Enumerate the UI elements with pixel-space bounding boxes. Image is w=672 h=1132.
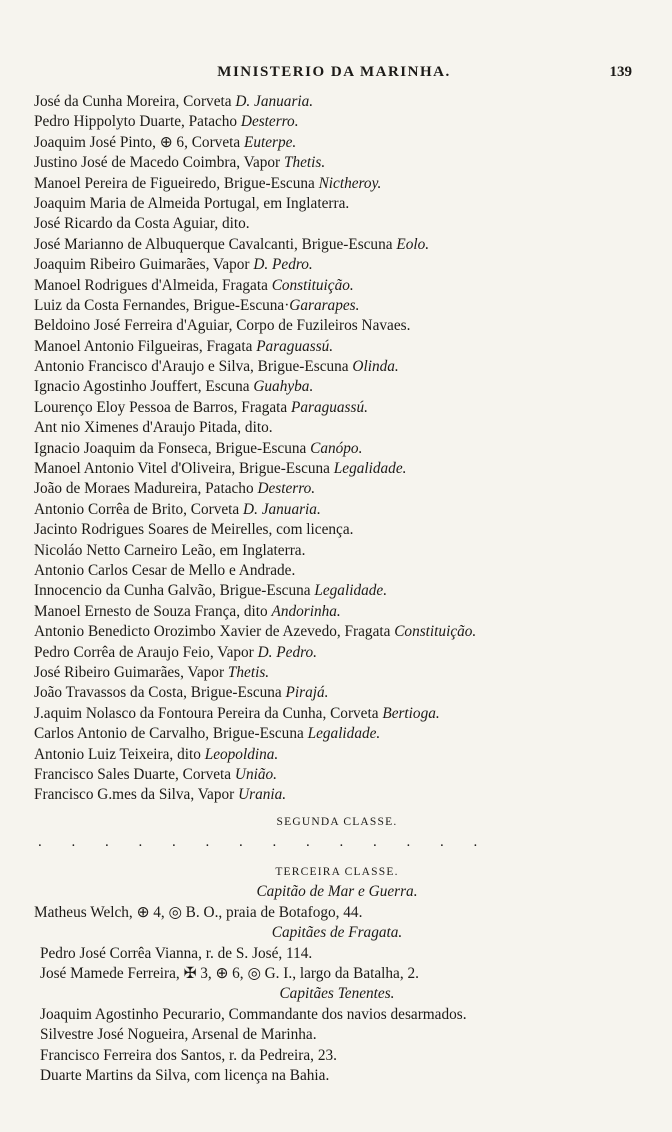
officer-entry (34, 785, 640, 805)
ship-name: Legalidade. (314, 582, 388, 600)
officer-entry (34, 92, 640, 112)
officer-entry-text: Luiz da Costa Fernandes, Brigue-Escuna· (34, 296, 290, 314)
ship-name: Olinda. (352, 358, 399, 376)
officer-entry (34, 520, 640, 540)
ship-name: Canópo. (310, 439, 363, 457)
officer-entry-text: João Travassos da Costa, Brigue-Escuna (34, 684, 286, 702)
officer-entry: Silvestre José Nogueira, Arsenal de Marinha. (40, 1026, 317, 1044)
officer-entry (34, 765, 640, 785)
ship-name: D. Januaria. (243, 500, 321, 518)
ship-name: Constituição. (271, 276, 354, 294)
officer-entry (34, 235, 640, 255)
officer-entry-text: J.aquim Nolasco da Fontoura Pereira da Cunha, Corveta (34, 704, 383, 722)
officer-entry (34, 541, 640, 561)
ship-name: Paraguassú. (291, 398, 368, 416)
officer-entry-text: José Ricardo da Costa Aguiar, dito. (34, 215, 250, 233)
officer-entry (34, 255, 640, 275)
officer-entry (34, 704, 640, 724)
officer-entry-text: Antonio Luiz Teixeira, dito (34, 745, 205, 763)
ship-name: Constituição. (394, 623, 477, 641)
ship-name: Leopoldina. (204, 745, 279, 763)
officer-entry-text: Ignacio Joaquim da Fonseca, Brigue-Escuna (34, 439, 311, 457)
officer-entry: Joaquim Agostinho Pecurario, Commandante dos navios desarmados. (40, 1005, 467, 1023)
ship-name: Paraguassú. (256, 337, 334, 355)
officer-entry-text: Manoel Antonio Filgueiras, Fragata (34, 337, 257, 355)
officer-list (34, 92, 640, 806)
officer-entry (34, 724, 640, 744)
officer-entry-text: Innocencio da Cunha Galvão, Brigue-Escuna (34, 582, 315, 600)
officer-entry: Duarte Martins da Silva, com licença na Bahia. (40, 1066, 330, 1084)
ship-name: Andorinha. (271, 602, 341, 620)
ship-name: Urania. (238, 786, 287, 804)
ship-name: Euterpe. (243, 133, 297, 151)
section-heading-segunda-classe: SEGUNDA CLASSE. (276, 815, 398, 828)
officer-entry-text: Carlos Antonio de Carvalho, Brigue-Escuna (34, 725, 308, 743)
officer-entry (34, 337, 640, 357)
officer-entry (34, 479, 640, 499)
officer-entry: Francisco Ferreira dos Santos, r. da Pedreira, 23. (40, 1046, 337, 1064)
ship-name: Gararapes. (289, 296, 360, 314)
ship-name: Bertioga. (382, 704, 440, 722)
running-title: MINISTERIO DA MARINHA. (217, 64, 451, 80)
officer-entry-text: Francisco G.mes da Silva, Vapor (34, 786, 239, 804)
officer-entry (34, 296, 640, 316)
officer-entry: Matheus Welch, ⊕ 4, ◎ B. O., praia de Botafogo, 44. (34, 903, 363, 921)
officer-entry-text: Joaquim Ribeiro Guimarães, Vapor (34, 256, 254, 274)
officer-entry-text: Joaquim Maria de Almeida Portugal, em Inglaterra. (34, 194, 350, 212)
page-header (36, 64, 632, 86)
officer-entry-text: Manoel Rodrigues d'Almeida, Fragata (34, 276, 272, 294)
officer-entry (34, 683, 640, 703)
officer-entry (34, 745, 640, 765)
ship-name: Desterro. (257, 480, 316, 498)
officer-entry (34, 561, 640, 581)
officer-entry (34, 602, 640, 622)
officer-entry-text: José da Cunha Moreira, Corveta (34, 93, 236, 110)
officer-entry-text: Antonio Francisco d'Araujo e Silva, Brigue-Escuna (34, 358, 353, 376)
officer-entry-text: Ignacio Agostinho Jouffert, Escuna (34, 378, 254, 396)
officer-entry (34, 174, 640, 194)
officer-entry (34, 663, 640, 683)
officer-entry-text: Antonio Corrêa de Brito, Corveta (34, 500, 244, 518)
officer-entry-text: Nicoláo Netto Carneiro Leão, em Inglaterra. (34, 541, 306, 559)
ship-name: União. (234, 765, 277, 783)
officer-entry (34, 112, 640, 132)
rank-heading-capitaes-fragata: Capitães de Fragata. (271, 924, 403, 942)
page-body (34, 92, 640, 1086)
officer-entry-text: Francisco Sales Duarte, Corveta (34, 765, 235, 783)
officer-entry-text: Ant nio Ximenes d'Araujo Pitada, dito. (34, 419, 273, 437)
officer-entry-text: Manoel Pereira de Figueiredo, Brigue-Escuna (34, 174, 319, 192)
officer-entry-text: Manoel Antonio Vitel d'Oliveira, Brigue-Escuna (34, 460, 334, 478)
rank-heading-capitaes-tenentes: Capitães Tenentes. (279, 985, 395, 1003)
officer-entry-text: Joaquim José Pinto, ⊕ 6, Corveta (34, 133, 244, 151)
officer-entry (34, 153, 640, 173)
officer-entry-text: Beldoino José Ferreira d'Aguiar, Corpo de Fuzileiros Navaes. (34, 317, 411, 335)
officer-entry (34, 214, 640, 234)
ship-name: Nictheroy. (318, 174, 382, 192)
officer-entry: José Mamede Ferreira, ✠ 3, ⊕ 6, ◎ G. I., largo da Batalha, 2. (40, 965, 419, 983)
officer-entry (34, 357, 640, 377)
ship-name: Legalidade. (307, 725, 381, 743)
section-heading-terceira-classe: TERCEIRA CLASSE. (275, 866, 399, 879)
ellipsis-row: . . . . . . . . . . . . . . (38, 834, 491, 851)
officer-entry (34, 316, 640, 336)
officer-entry (34, 643, 640, 663)
ship-name: D. Pedro. (253, 256, 313, 274)
ship-name: Guahyba. (253, 378, 314, 396)
ship-name: Thetis. (283, 154, 326, 172)
officer-entry-text: Jacinto Rodrigues Soares de Meirelles, com licença. (34, 521, 354, 539)
officer-entry (34, 377, 640, 397)
officer-entry-text: Lourenço Eloy Pessoa de Barros, Fragata (34, 398, 291, 416)
officer-entry: Pedro José Corrêa Vianna, r. de S. José, 114. (40, 944, 313, 962)
ship-name: Eolo. (396, 235, 430, 253)
officer-entry (34, 622, 640, 642)
officer-entry-text: Manoel Ernesto de Souza França, dito (34, 602, 272, 620)
ship-name: Thetis. (227, 663, 270, 681)
officer-entry-text: Antonio Carlos Cesar de Mello e Andrade. (34, 561, 296, 579)
officer-entry (34, 133, 640, 153)
ship-name: D. Pedro. (257, 643, 317, 661)
ship-name: Pirajá. (285, 684, 329, 702)
officer-entry-text: Justino José de Macedo Coimbra, Vapor (34, 154, 284, 172)
officer-entry-text: Pedro Corrêa de Araujo Feio, Vapor (34, 643, 258, 661)
rank-heading-capitao-mar-guerra: Capitão de Mar e Guerra. (256, 883, 418, 901)
officer-entry-text: Pedro Hippolyto Duarte, Patacho (34, 113, 241, 131)
officer-entry (34, 459, 640, 479)
ship-name: Legalidade. (333, 460, 407, 478)
officer-entry (34, 276, 640, 296)
officer-entry (34, 439, 640, 459)
officer-entry-text: Antonio Benedicto Orozimbo Xavier de Azevedo, Fragata (34, 623, 395, 641)
page-number: 139 (609, 64, 632, 80)
officer-entry (34, 194, 640, 214)
ship-name: Desterro. (240, 113, 299, 131)
officer-entry (34, 398, 640, 418)
officer-entry-text: João de Moraes Madureira, Patacho (34, 480, 258, 498)
ship-name: D. Januaria. (235, 93, 314, 110)
officer-entry-text: José Marianno de Albuquerque Cavalcanti, Brigue-Escuna (34, 235, 397, 253)
officer-entry (34, 581, 640, 601)
officer-entry (34, 418, 640, 438)
officer-entry-text: José Ribeiro Guimarães, Vapor (34, 663, 228, 681)
officer-entry (34, 500, 640, 520)
